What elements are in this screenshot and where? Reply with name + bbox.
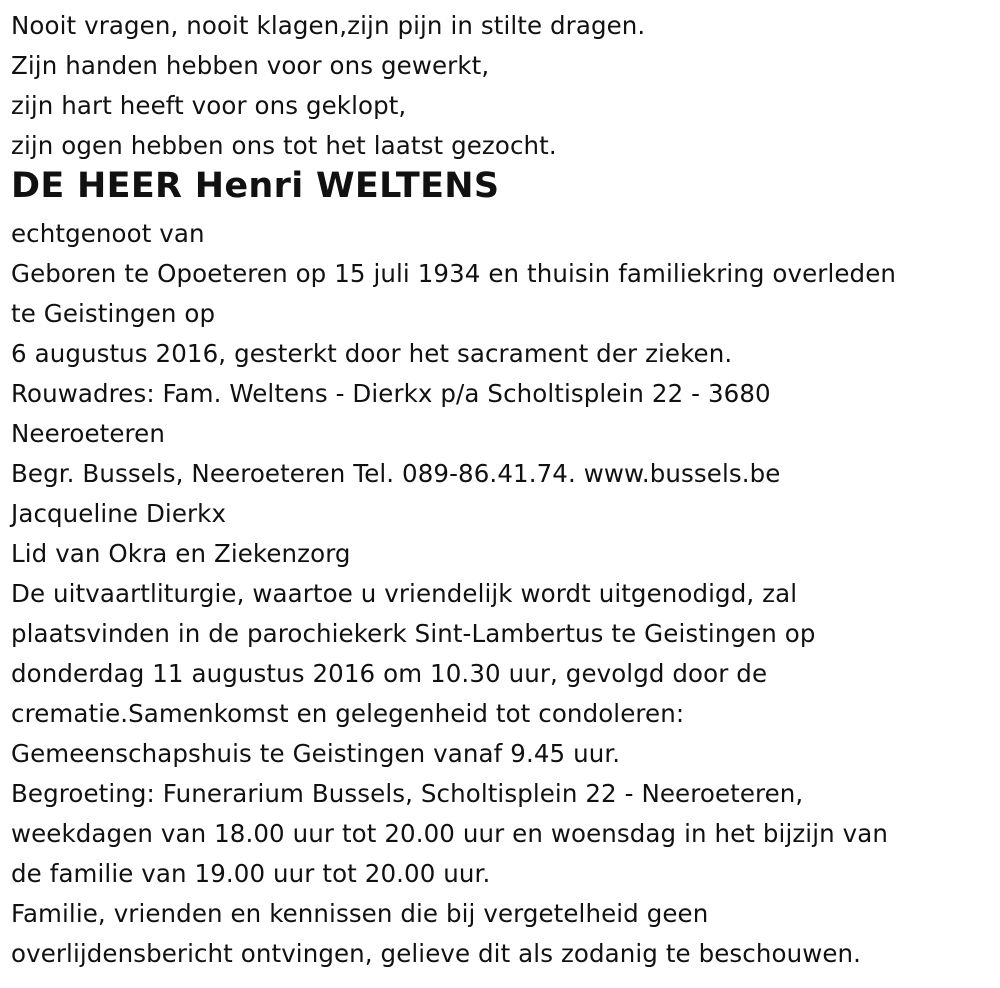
text-line: Geboren te Opoeteren op 15 juli 1934 en thuisin familiekring overleden [11, 259, 897, 288]
text-line: Neeroeteren [11, 419, 165, 448]
deceased-name-heading: DE HEER Henri WELTENS [11, 166, 500, 206]
text-line: Begroeting: Funerarium Bussels, Scholtisplein 22 - Neeroeteren, [11, 779, 804, 808]
poem-line: zijn ogen hebben ons tot het laatst gezocht. [11, 131, 557, 160]
text-line: overlijdensbericht ontvingen, gelieve dit als zodanig te beschouwen. [11, 939, 862, 968]
poem-line: Zijn handen hebben voor ons gewerkt, [11, 51, 490, 80]
poem-line: zijn hart heeft voor ons geklopt, [11, 91, 407, 120]
text-line: plaatsvinden in de parochiekerk Sint-Lambertus te Geistingen op [11, 619, 816, 648]
text-line: donderdag 11 augustus 2016 om 10.30 uur, gevolgd door de [11, 659, 768, 688]
text-line: Lid van Okra en Ziekenzorg [11, 539, 351, 568]
text-line: te Geistingen op [11, 299, 216, 328]
text-line: echtgenoot van [11, 219, 205, 248]
text-line: 6 augustus 2016, gesterkt door het sacrament der zieken. [11, 339, 733, 368]
poem-line: Nooit vragen, nooit klagen,zijn pijn in stilte dragen. [11, 11, 646, 40]
text-line: De uitvaartliturgie, waartoe u vriendelijk wordt uitgenodigd, zal [11, 579, 798, 608]
text-line: Jacqueline Dierkx [11, 499, 227, 528]
poem-block [11, 6, 645, 166]
text-line: weekdagen van 18.00 uur tot 20.00 uur en woensdag in het bijzijn van [11, 819, 888, 848]
text-line: Begr. Bussels, Neeroeteren Tel. 089-86.41.74. www.bussels.be [11, 459, 781, 488]
text-line: Familie, vrienden en kennissen die bij vergetelheid geen [11, 899, 709, 928]
text-line: crematie.Samenkomst en gelegenheid tot condoleren: [11, 699, 685, 728]
obituary-body [11, 214, 896, 974]
text-line: Rouwadres: Fam. Weltens - Dierkx p/a Scholtisplein 22 - 3680 [11, 379, 771, 408]
text-line: Gemeenschapshuis te Geistingen vanaf 9.45 uur. [11, 739, 621, 768]
text-line: de familie van 19.00 uur tot 20.00 uur. [11, 859, 491, 888]
